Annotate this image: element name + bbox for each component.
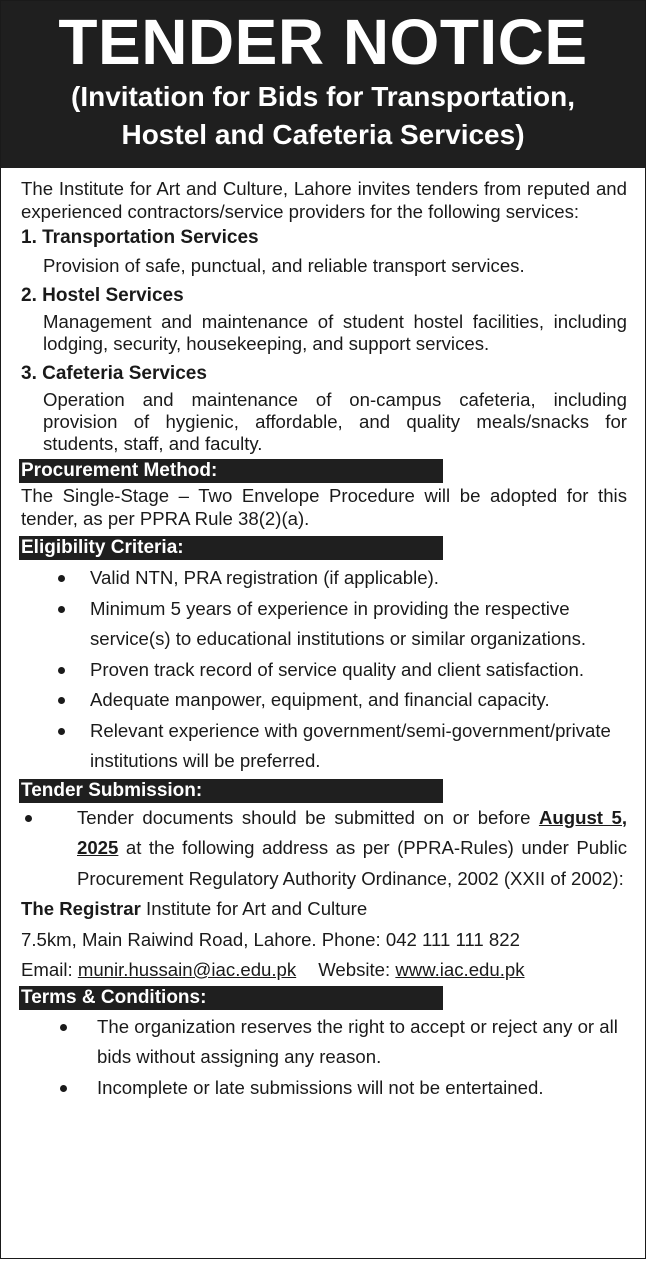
procurement-heading: Procurement Method: <box>19 459 443 483</box>
service-description: Management and maintenance of student hostel facilities, including lodging, security, housekeeping, and support services. <box>43 311 627 354</box>
registrar-line: The Registrar Institute for Art and Culture <box>21 898 368 919</box>
terms-heading: Terms & Conditions: <box>19 986 443 1010</box>
service-description: Provision of safe, punctual, and reliable transport services. <box>43 255 525 276</box>
service-item <box>21 361 627 455</box>
service-description: Operation and maintenance of on-campus cafeteria, including provision of hygienic, affordable, and quality meals/snacks for students, staff, and faculty. <box>43 389 627 454</box>
bullet-icon <box>25 815 32 822</box>
eligibility-list <box>21 563 627 777</box>
submission-heading: Tender Submission: <box>19 779 443 803</box>
header-banner <box>1 1 645 168</box>
notice-subtitle-line1: (Invitation for Bids for Transportation, <box>71 81 575 112</box>
list-item: Tender documents should be submitted on or before August 5, 2025 at the following address as per (PPRA-Rules) under Public Procurement Regulatory Authority Ordinance, 2002 (XXII of 2002): <box>21 803 627 895</box>
bullet-icon <box>58 575 65 582</box>
notice-title: TENDER NOTICE <box>58 6 588 78</box>
email-link[interactable]: munir.hussain@iac.edu.pk <box>77 959 297 980</box>
list-item: The organization reserves the right to accept or reject any or all bids without assigning any reason. <box>21 1012 627 1073</box>
bullet-icon <box>60 1024 67 1031</box>
list-item: Valid NTN, PRA registration (if applicable). <box>21 563 627 594</box>
service-title: 2. Hostel Services <box>21 285 184 306</box>
submission-list <box>21 803 627 895</box>
address-line: 7.5km, Main Raiwind Road, Lahore. Phone: 042 111 111 822 <box>21 928 520 950</box>
bullet-icon <box>58 667 65 674</box>
service-item <box>21 283 627 355</box>
list-item: Minimum 5 years of experience in providing the respective service(s) to educational institutions or similar organizations. <box>21 594 627 655</box>
service-title: 1. Transportation Services <box>21 227 259 248</box>
bullet-icon <box>58 728 65 735</box>
intro-text: The Institute for Art and Culture, Lahore invites tenders from reputed and experienced contractors/service providers for the following services: <box>21 178 627 222</box>
list-item: Adequate manpower, equipment, and financial capacity. <box>21 685 627 716</box>
service-item <box>21 225 627 277</box>
terms-list <box>21 1012 627 1104</box>
list-item: Incomplete or late submissions will not be entertained. <box>21 1073 627 1104</box>
procurement-text: The Single-Stage – Two Envelope Procedure will be adopted for this tender, as per PPRA Rule 38(2)(a). <box>21 485 627 529</box>
submission-deadline: August 5, 2025 <box>77 806 627 858</box>
list-item: Relevant experience with government/semi-government/private institutions will be preferred. <box>21 716 627 777</box>
bullet-icon <box>58 697 65 704</box>
bullet-icon <box>58 606 65 613</box>
website-link[interactable]: www.iac.edu.pk <box>395 959 525 980</box>
notice-subtitle-line2: Hostel and Cafeteria Services) <box>121 119 525 150</box>
service-title: 3. Cafeteria Services <box>21 363 207 384</box>
contact-line: Email: munir.hussain@iac.edu.pk Website: www.iac.edu.pk <box>21 959 525 980</box>
eligibility-heading: Eligibility Criteria: <box>19 536 443 560</box>
bullet-icon <box>60 1085 67 1092</box>
notice-body <box>1 168 645 1103</box>
list-item: Proven track record of service quality and client satisfaction. <box>21 655 627 686</box>
